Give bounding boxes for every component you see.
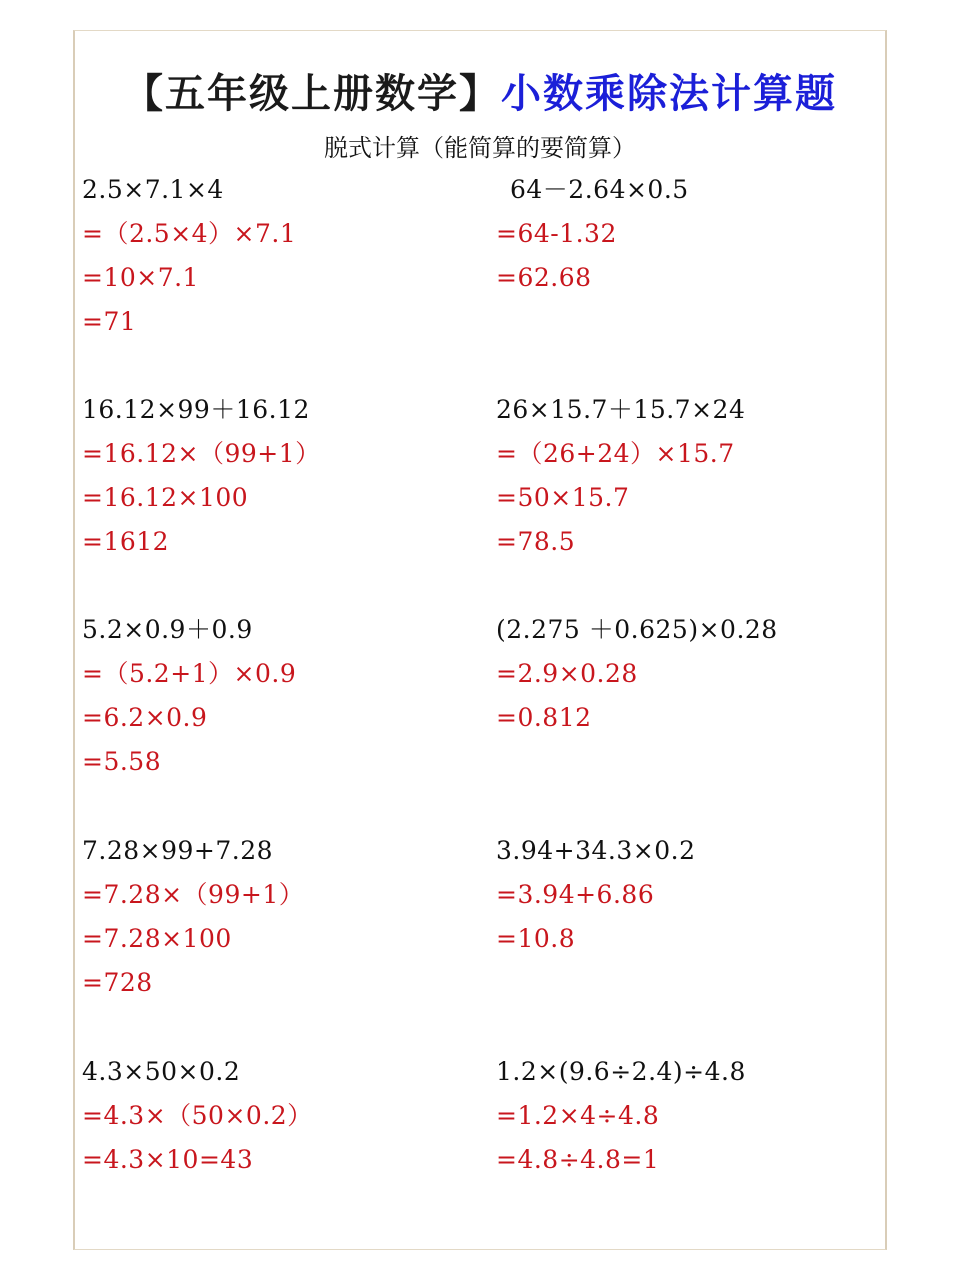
solution-step: =3.94+6.86 bbox=[496, 880, 655, 909]
solution-step: =7.28×100 bbox=[82, 924, 232, 953]
question: 64－2.64×0.5 bbox=[510, 175, 689, 204]
solution-step: =2.9×0.28 bbox=[496, 659, 638, 688]
solution-step: =1.2×4÷4.8 bbox=[496, 1101, 660, 1130]
problem-4 bbox=[496, 388, 876, 564]
question: 26×15.7＋15.7×24 bbox=[496, 395, 746, 424]
problem-5 bbox=[82, 608, 462, 784]
solution-step: =7.28×（99+1） bbox=[82, 880, 305, 909]
problem-1 bbox=[82, 168, 462, 344]
solution-step: =（5.2+1）×0.9 bbox=[82, 659, 297, 688]
solution-step: =78.5 bbox=[496, 527, 576, 556]
problem-6 bbox=[496, 608, 876, 740]
problem-10 bbox=[496, 1050, 876, 1182]
problem-8 bbox=[496, 829, 876, 961]
question: (2.275 ＋0.625)×0.28 bbox=[496, 615, 778, 644]
question: 16.12×99＋16.12 bbox=[82, 395, 310, 424]
page-title bbox=[0, 62, 960, 119]
solution-step: =（2.5×4）×7.1 bbox=[82, 219, 297, 248]
question: 2.5×7.1×4 bbox=[82, 175, 224, 204]
problem-9 bbox=[82, 1050, 462, 1182]
question: 3.94+34.3×0.2 bbox=[496, 836, 696, 865]
solution-step: =64-1.32 bbox=[496, 219, 617, 248]
solution-step: =4.3×10=43 bbox=[82, 1145, 254, 1174]
solution-step: =10.8 bbox=[496, 924, 576, 953]
question: 5.2×0.9＋0.9 bbox=[82, 615, 253, 644]
solution-step: =0.812 bbox=[496, 703, 592, 732]
question: 4.3×50×0.2 bbox=[82, 1057, 241, 1086]
problem-2 bbox=[510, 168, 890, 212]
solution-step: =1612 bbox=[82, 527, 170, 556]
solution-step: =62.68 bbox=[496, 263, 592, 292]
solution-step: =728 bbox=[82, 968, 153, 997]
solution-step: =16.12×100 bbox=[82, 483, 249, 512]
solution-step: =5.58 bbox=[82, 747, 162, 776]
question: 7.28×99+7.28 bbox=[82, 836, 274, 865]
solution-step: =4.8÷4.8=1 bbox=[496, 1145, 660, 1174]
solution-step: =71 bbox=[82, 307, 137, 336]
solution-step: =50×15.7 bbox=[496, 483, 630, 512]
problem-2-steps bbox=[496, 212, 876, 300]
solution-step: =（26+24）×15.7 bbox=[496, 439, 735, 468]
solution-step: =10×7.1 bbox=[82, 263, 199, 292]
instructions: 脱式计算（能简算的要简算） bbox=[324, 134, 636, 162]
solution-step: =6.2×0.9 bbox=[82, 703, 208, 732]
problem-3 bbox=[82, 388, 462, 564]
problem-7 bbox=[82, 829, 462, 1005]
title-grade: 【五年级上册数学】 bbox=[123, 70, 501, 117]
solution-step: =4.3×（50×0.2） bbox=[82, 1101, 313, 1130]
solution-step: =16.12×（99+1） bbox=[82, 439, 321, 468]
question: 1.2×(9.6÷2.4)÷4.8 bbox=[496, 1057, 746, 1086]
title-topic: 小数乘除法计算题 bbox=[501, 70, 837, 117]
